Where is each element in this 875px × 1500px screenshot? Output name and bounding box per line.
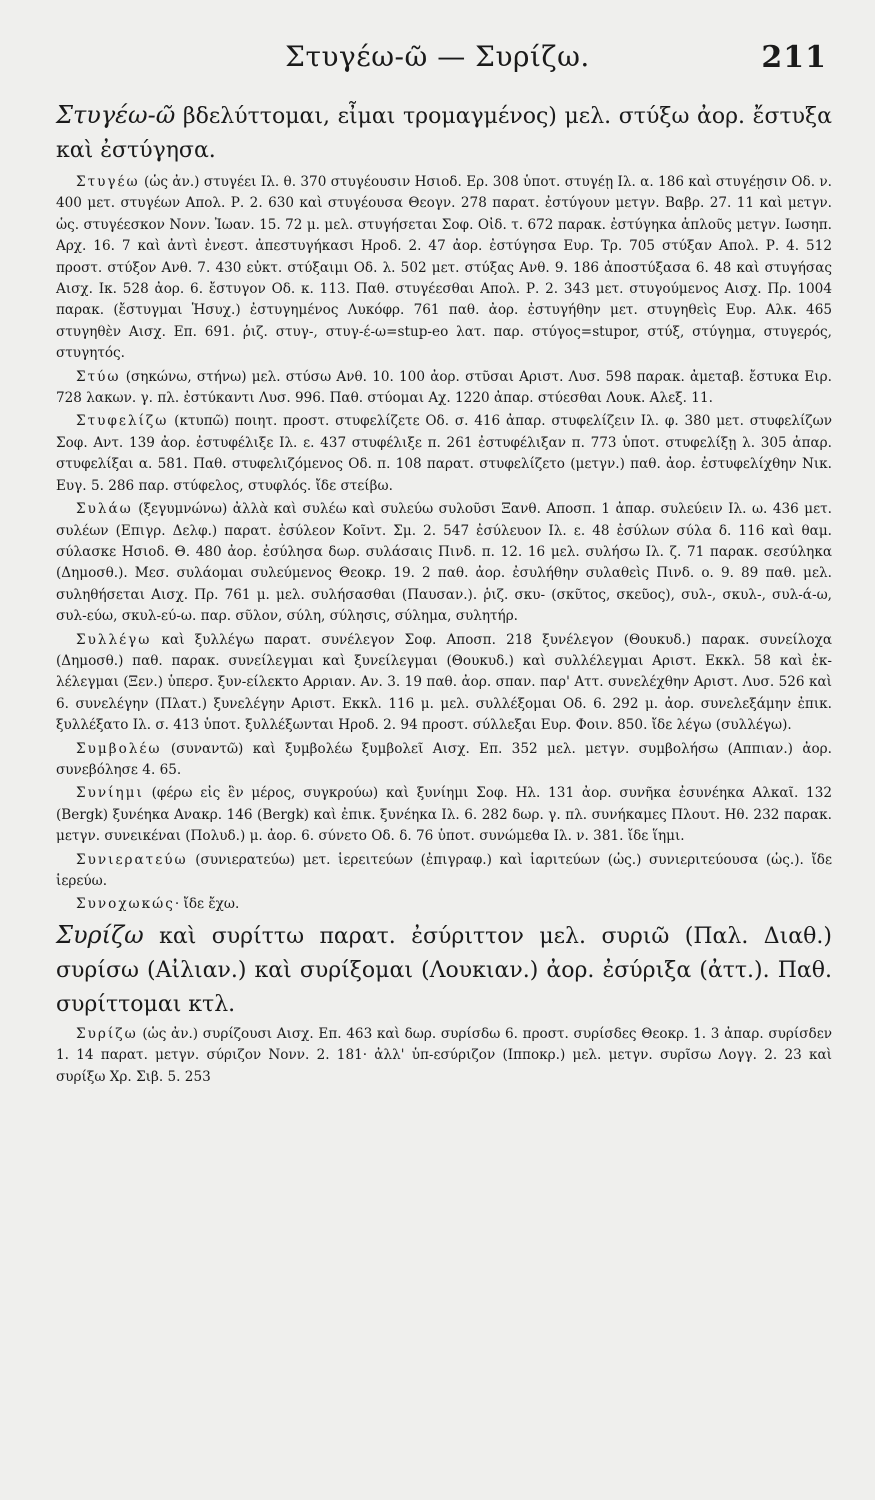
entry-synochokos [56,894,832,915]
entry-styge-o-summary [56,98,832,168]
entry-lemma: Συρίζω [56,920,144,949]
entry-sty-o [56,367,832,410]
entry-lemma: Στύω [76,368,121,385]
entry-lemma: Συμβολέω [76,740,162,757]
entry-lemma: Συλάω [76,501,133,518]
entry-text: βδελύττομαι, εἶμαι τρομαγμένος) μελ. στύξω ἀορ. ἔστυξα καὶ ἐστύγησα. [56,104,832,163]
entry-text: (συνιερατεύω) μετ. ἱερειτεύων (ἐπιγραφ.) καὶ ἱαριτεύων (ὡς.) συνιεριτεύουσα (ὡς.). ἴδε ἱερεύω. [56,851,832,889]
entry-text: (ὡς ἀν.) συρίζουσι Αισχ. Επ. 463 καὶ δωρ. συρίσδω 6. προστ. συρίσδες Θεοκρ. 1. 3 ἀπαρ. συρίσδεν 1. 14 παρατ. μετγν. σύριζον Νονν. 2. 181· ἀλλ' ὑπ-εσύριζον (Ιπποκρ.) μελ. μετγν. συρῖσω Λογγ. 2. 23 καὶ συρίξω Χρ. Σιβ. 5. 253 [56,1025,832,1085]
entry-lemma: Συνιερατεύω [76,851,188,868]
entry-text: (σηκώνω, στήνω) μελ. στύσω Ανθ. 10. 100 ἀορ. στῦσαι Αριστ. Λυσ. 598 παρακ. ἀμεταβ. ἔστυκα Ειρ. 728 λακων. γ. πλ. ἐστύκαντι Λυσ. 996. Παθ. στύομαι Αχ. 1220 ἀπαρ. στύεσθαι Λουκ. Αλεξ. 11. [56,368,832,407]
entry-text: (κτυπῶ) ποιητ. προστ. στυφελίζετε Οδ. σ. 416 ἀπαρ. στυφελίζειν Ιλ. φ. 380 μετ. στυφελίζων Σοφ. Αντ. 139 ἀορ. ἐστυφέλιξε Ιλ. ε. 437 στυφέλιξε π. 261 ἐστυφέλιξαν π. 773 ὑποτ. στυφελίξῃ λ. 305 ἀπαρ. στυφελίξαι α. 581. Παθ. στυφελιζόμενος Οδ. π. 108 παρατ. στυφελίζετο (μετγν.) παθ. ἀορ. ἐστυφελίχθην Νικ. Ευγ. 5. 286 παρ. στύφελος, στυφλός. ἴδε στείβω. [56,413,832,494]
entry-text: (ξεγυμνώνω) ἀλλὰ καὶ συλέω καὶ συλεύω συλοῦσι Ξανθ. Αποσπ. 1 ἀπαρ. συλεύειν Ιλ. ω. 436 μετ. συλέων (Επιγρ. Δελφ.) παρατ. ἐσύλεον Κοῖντ. Σμ. 2. 547 ἐσύλευον Ιλ. ε. 48 ἐσύλων σύλα δ. 116 καὶ θαμ. σύλασκε Ησιοδ. Θ. 480 ἀορ. ἐσύλησα δωρ. συλάσαις Πινδ. π. 12. 16 μελ. συλήσω Ιλ. ζ. 71 παρακ. σεσύληκα (Δημοσθ.). Μεσ. συλάομαι συλεύμενος Θεοκρ. 19. 2 παθ. ἀορ. ἐσυλήθην συλαθεὶς Πινδ. ο. 9. 89 παθ. μελ. συληθήσεται Αισχ. Πρ. 761 μ. μελ. συλήσασθαι (Παυσαν.). ῥιζ. σκυ- (σκῦτος, σκεῦος), συλ-, σκυλ-, συλ-ά-ω, συλ-εύω, σκυλ-εύ-ω. παρ. σῦλον, σύλη, σύλησις, σύλημα, συλητήρ. [56,501,832,625]
entry-lemma: Συνίημι [76,785,144,802]
running-title: Στυγέω-ῶ — Συρίζω. [285,40,590,73]
entry-lemma: Στυφελίζω [76,413,169,430]
entry-styphelizo [56,411,832,497]
dictionary-body [56,98,832,1088]
entry-synierateuo [56,850,832,893]
entry-lemma: Στυγέω [76,174,140,190]
entry-lemma: Στυγέω-ῶ [56,101,176,129]
entry-syrizo [56,1024,832,1088]
entry-syrizo-summary [56,918,832,1022]
entry-text: καὶ συρίττω παρατ. ἐσύριττον μελ. συριῶ (Παλ. Διαθ.) συρίσω (Αἰλιαν.) καὶ συρίξομαι (Λουκιαν.) ἀορ. ἐσύριξα (ἀττ.). Παθ. συρίττομαι κτλ. [56,923,832,1017]
entry-text: (φέρω εἰς ἓν μέρος, συγκρούω) καὶ ξυνίημι Σοφ. Ηλ. 131 ἀορ. συνῆκα ἐσυνέηκα Αλκαῖ. 132 (Bergk) ξυνέηκα Ανακρ. 146 (Bergk) καὶ ἐπικ. ξυνέηκα Ιλ. 6. 282 δωρ. γ. πλ. συνήκαμες Πλουτ. Ηθ. 232 παρακ. μετγν. συνεικέναι (Πολυδ.) μ. ἀορ. 6. σύνετο Οδ. δ. 76 ὑποτ. συνώμεθα Ιλ. ν. 381. ἴδε ἵημι. [56,785,832,845]
entry-text: (συναντῶ) καὶ ξυμβολέω ξυμβολεῖ Αισχ. Επ. 352 μελ. μετγν. συμβολήσω (Αππιαν.) ἀορ. συνεβόλησε 4. 65. [56,740,832,778]
page-header [0,40,875,84]
entry-text: (ὡς ἀν.) στυγέει Ιλ. θ. 370 στυγέουσιν Ησιοδ. Ερ. 308 ὑποτ. στυγέῃ Ιλ. α. 186 καὶ στυγέῃσιν Οδ. ν. 400 μετ. στυγέων Απολ. Ρ. 2. 630 καὶ στυγέουσα Θεογν. 278 παρατ. ἐστύγουν μετγν. Βαβρ. 27. 11 καὶ μετγν. ὡς. στυγέεσκον Νονν. Ἰωαν. 15. 72 μ. μελ. στυγήσεται Σοφ. Οἰδ. τ. 672 παρακ. ἐστύγηκα ἁπλοῦς μετγν. Ιωσηπ. Αρχ. 16. 7 καὶ ἀντὶ ἐνεστ. ἀπεστυγήκασι Ηροδ. 2. 47 ἀορ. ἐστύγησα Ευρ. Τρ. 705 στύξαν Απολ. Ρ. 4. 512 προστ. στύξον Ανθ. 7. 430 εὐκτ. στύξαιμι Οδ. λ. 502 μετ. στύξας Ανθ. 9. 186 ἀποστύξασα 6. 48 καὶ στυγήσας Αισχ. Ικ. 528 ἀορ. 6. ἔστυγον Οδ. κ. 113. Παθ. στυγέεσθαι Απολ. Ρ. 2. 343 μετ. στυγούμενος Αισχ. Πρ. 1004 παρακ. (ἔστυγμαι Ἡσυχ.) ἐστυγημένος Λυκόφρ. 761 παθ. ἀορ. ἐστυγήθην μετ. στυγηθεὶς Ευρ. Αλκ. 465 στυγηθὲν Αισχ. Επ. 691. ῥιζ. στυγ-, στυγ-έ-ω=stup-eo λατ. παρ. στύγος=stupor, στύξ, στύγημα, στυγερός, στυγητός. [56,174,832,362]
page-number: 211 [761,40,827,75]
entry-lemma: Συλλέγω [76,631,152,648]
entry-lemma: Συρίζω [76,1025,138,1042]
entry-syllego [56,630,832,737]
entry-text: καὶ ξυλλέγω παρατ. συνέλεγον Σοφ. Αποσπ. 218 ξυνέλεγον (Θουκυδ.) παρακ. συνείλοχα (Δημοσθ.) παθ. παρακ. συνείλεγμαι καὶ ξυνείλεγμαι (Θουκυδ.) καὶ συλλέλεγμαι Αριστ. Εκκλ. 58 καὶ ἐκ-λέλεγμαι (Ξεν.) ὑπερσ. ξυν-είλεκτο Αρριαν. Αν. 3. 19 παθ. ἀορ. σπαν. παρ' Αττ. συνελέχθην Αριστ. Λυσ. 526 καὶ 6. συνελέγην (Πλατ.) ξυνελέγην Αριστ. Εκκλ. 116 μ. μελ. συλλέξομαι Οδ. 6. 292 μ. ἀορ. συνελεξάμην ἐπικ. ξυλλέξατο Ιλ. σ. 413 ὑποτ. ξυλλέξωνται Ηροδ. 2. 94 προστ. σύλλεξαι Ευρ. Φοιν. 850. ἴδε λέγω (συλλέγω). [56,631,832,734]
entry-lemma: Συνοχωκώς [76,896,175,913]
entry-symboleo [56,739,832,782]
entry-styge-o [56,172,832,365]
entry-sylao [56,499,832,627]
entry-syniemi [56,783,832,847]
entry-text: · ἴδε ἔχω. [174,896,240,913]
